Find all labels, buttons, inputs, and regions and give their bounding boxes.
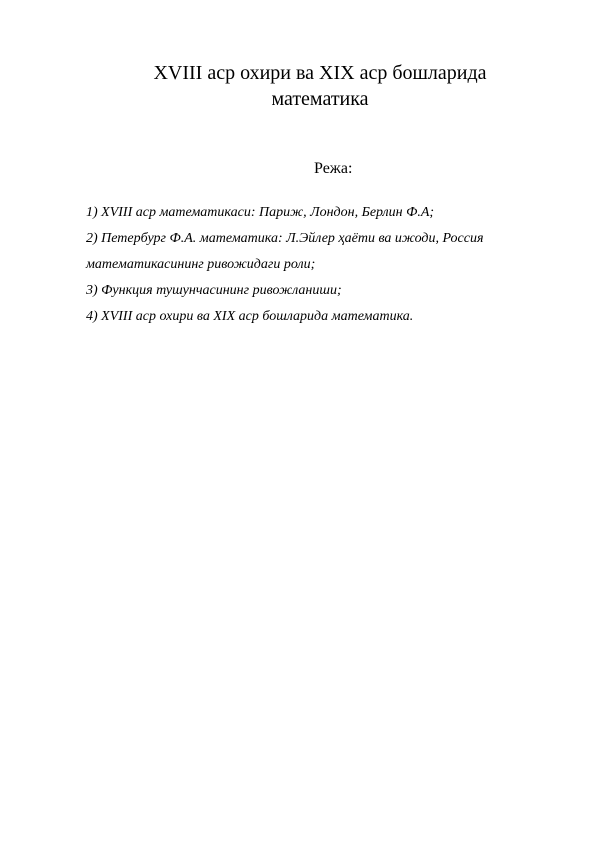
document-title <box>120 60 520 112</box>
plan-item-2: 2) Петербург Ф.А. математика: Л.Эйлер ҳаёти ва ижоди, Россия <box>86 231 484 246</box>
plan-item-2-continued: математикасининг ривожидаги роли; <box>86 257 316 272</box>
document-title-line-2: математика <box>271 88 369 110</box>
plan-item-4: 4) XVIII аср охири ва XIX аср бошларида математика. <box>86 309 414 324</box>
plan-heading: Режа: <box>314 160 353 177</box>
plan-item-3: 3) Функция тушунчасининг ривожланиши; <box>86 283 342 298</box>
plan-list <box>86 200 556 330</box>
document-title-line-1: XVIII аср охири ва XIX аср бошларида <box>153 62 487 84</box>
plan-item-1: 1) XVIII аср математикаси: Париж, Лондон, Берлин Ф.А; <box>86 205 435 220</box>
